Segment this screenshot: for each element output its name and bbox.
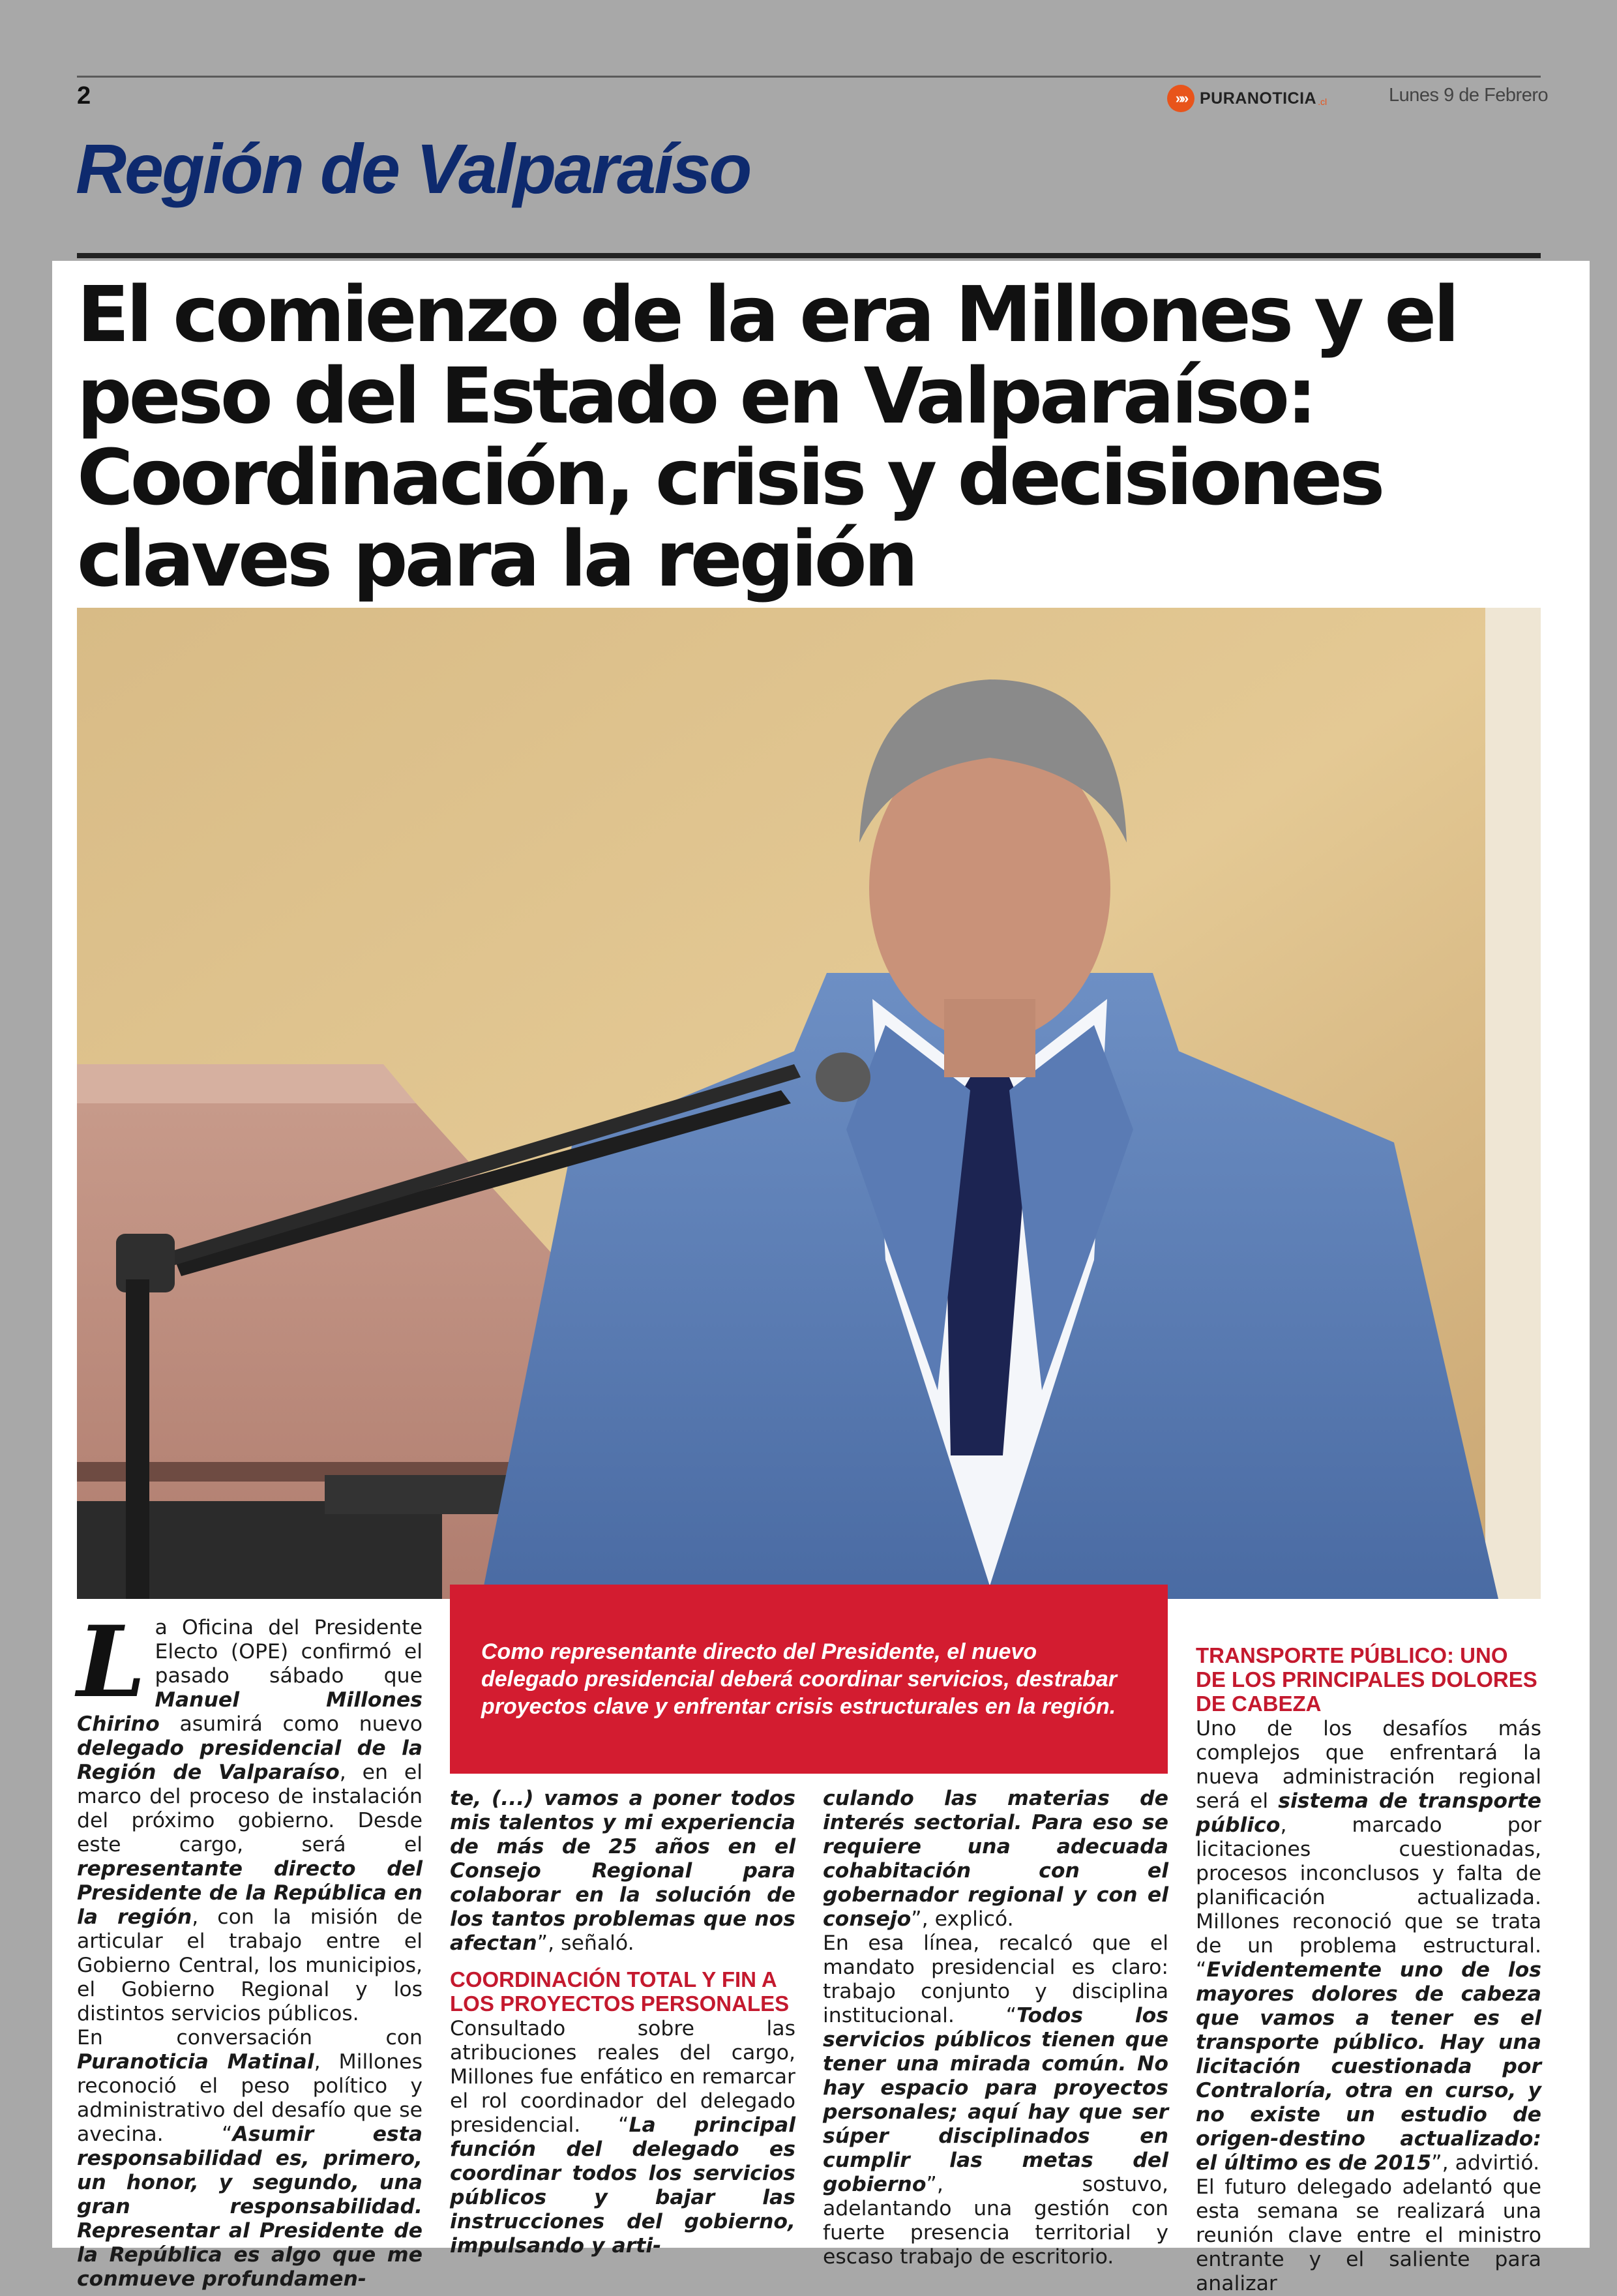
paragraph — [1196, 2175, 1541, 2296]
text-column-4 — [1196, 1643, 1541, 2296]
article-headline: El comienzo de la era Millones y el peso del Estado en Valparaíso: Coordinación, crisis y decisiones claves para la región — [77, 269, 1457, 604]
section-rule — [77, 253, 1541, 258]
text-run: El futuro delegado adelantó que esta semana se realizará una reunión clave entre el ministro entrante y el saliente para analizar — [1196, 2175, 1541, 2295]
text-run-bold: Manuel Millones Chirino — [77, 1688, 423, 1736]
header-rule — [77, 76, 1541, 78]
text-run-bold: La principal función del delegado es coordinar todos los servicios públicos y bajar las instrucciones del gobierno, impulsando y arti- — [450, 2113, 795, 2258]
article-sheet — [52, 261, 1590, 2295]
text-run: a Oficina del Presidente Electo (OPE) confirmó el pasado sábado que — [155, 1616, 423, 1688]
text-run: ”, advirtió. — [1431, 2151, 1540, 2175]
text-run: , Millones reconoció el peso político y administrativo del desafío que se avecina. “ — [77, 2050, 423, 2146]
speaker-photo-illustration — [77, 608, 1541, 1599]
text-run: ”, señaló. — [537, 1931, 634, 1955]
article-photo — [77, 608, 1541, 1599]
pull-quote: Como representante directo del Presidente, el nuevo delegado presidencial deberá coordinar servicios, destrabar proyectos clave y enfrentar crisis estructurales en la región. — [450, 1585, 1168, 1774]
text-run-bold: Asumir esta responsabilidad es, primero, un honor, y segundo, una gran responsabilidad. Representar al Presidente de la República es algo que me conmueve profundamen- — [77, 2123, 423, 2291]
text-run: asumirá como nuevo — [159, 1712, 423, 1736]
text-run: , con la misión de articular el trabajo entre el Gobierno Central, los municipios, el Gobierno Regional y los distintos servicios públicos. — [77, 1905, 423, 2025]
section-title: Región de Valparaíso — [76, 129, 750, 208]
text-column-1 — [77, 1605, 423, 2291]
text-column-3 — [823, 1787, 1168, 2269]
text-run-bold: Puranoticia Matinal — [77, 2050, 314, 2074]
paragraph — [450, 2017, 795, 2258]
text-run-bold: Evidentemente uno de los mayores dolores de cabeza que vamos a tener es el transporte público. Hay una licitación cuestionada por Contraloría, otra en curso, y no existe un estudio de origen-destino actualizado: el último es de 2015 — [1196, 1958, 1541, 2175]
subheading: TRANSPORTE PÚBLICO: UNO DE LOS PRINCIPALES DOLORES DE CABEZA — [1196, 1643, 1537, 1716]
brand-logo — [1167, 85, 1327, 112]
text-run-bold: representante directo del Presidente de la República en la región — [77, 1857, 423, 1929]
text-run-bold: sistema de transporte público — [1196, 1789, 1542, 1837]
text-run: En conversación con — [77, 2026, 423, 2050]
text-run-bold: Todos los servicios públicos tienen que tener una mirada común. No hay espacio para proyectos personales; aquí hay que ser súper disciplinados en cumplir las metas del gobierno — [823, 2004, 1168, 2196]
text-run: , en el marco del proceso de instalación del próximo gobierno. Desde este cargo, será el — [77, 1761, 423, 1856]
brand-name: PURANOTICIA — [1200, 89, 1317, 108]
drop-cap: L — [77, 1605, 146, 1720]
text-run: ”, explicó. — [911, 1907, 1014, 1931]
paragraph — [77, 1605, 423, 2026]
paragraph — [1196, 1717, 1541, 2175]
brand-arrows-icon: »» — [1167, 85, 1194, 112]
paragraph — [823, 1787, 1168, 1931]
paragraph — [450, 1787, 795, 1956]
text-run-bold: te, (...) vamos a poner todos mis talentos y mi experiencia de más de 25 años en el Consejo Regional para colaborar en la solución de los tantos problemas que nos afectan — [450, 1787, 795, 1955]
paragraph — [77, 2026, 423, 2291]
text-run-bold: delegado presidencial de la Región de Valparaíso — [77, 1737, 423, 1784]
text-run: , marcado por licitaciones cuestionadas, procesos inconclusos y falta de planificación actualizada. Millones reconoció que se trata de un problema estructural. “ — [1196, 1813, 1541, 1982]
text-run: ”, sostuvo, adelantando una gestión con fuerte presencia territorial y escaso trabajo de escritorio. — [823, 2173, 1168, 2269]
paragraph — [823, 1931, 1168, 2269]
text-run: Uno de los desafíos más complejos que enfrentará la nueva administración regional será el — [1196, 1717, 1541, 1813]
issue-date: Lunes 9 de Febrero — [1389, 85, 1549, 106]
page-number: 2 — [77, 82, 91, 110]
text-run: Consultado sobre las atribuciones reales del cargo, Millones fue enfático en remarcar el rol coordinador del delegado presidencial. “ — [450, 2017, 795, 2137]
brand-tld: .cl — [1318, 97, 1328, 107]
text-run: En esa línea, recalcó que el mandato presidencial es claro: trabajo conjunto y disciplina institucional. “ — [823, 1931, 1168, 2027]
subheading: COORDINACIÓN TOTAL Y FIN A LOS PROYECTOS PERSONALES — [450, 1967, 790, 2016]
text-run-bold: culando las materias de interés sectorial. Para eso se requiere una adecuada cohabitación con el gobernador regional y con el consejo — [823, 1787, 1168, 1931]
text-column-2 — [450, 1787, 795, 2258]
